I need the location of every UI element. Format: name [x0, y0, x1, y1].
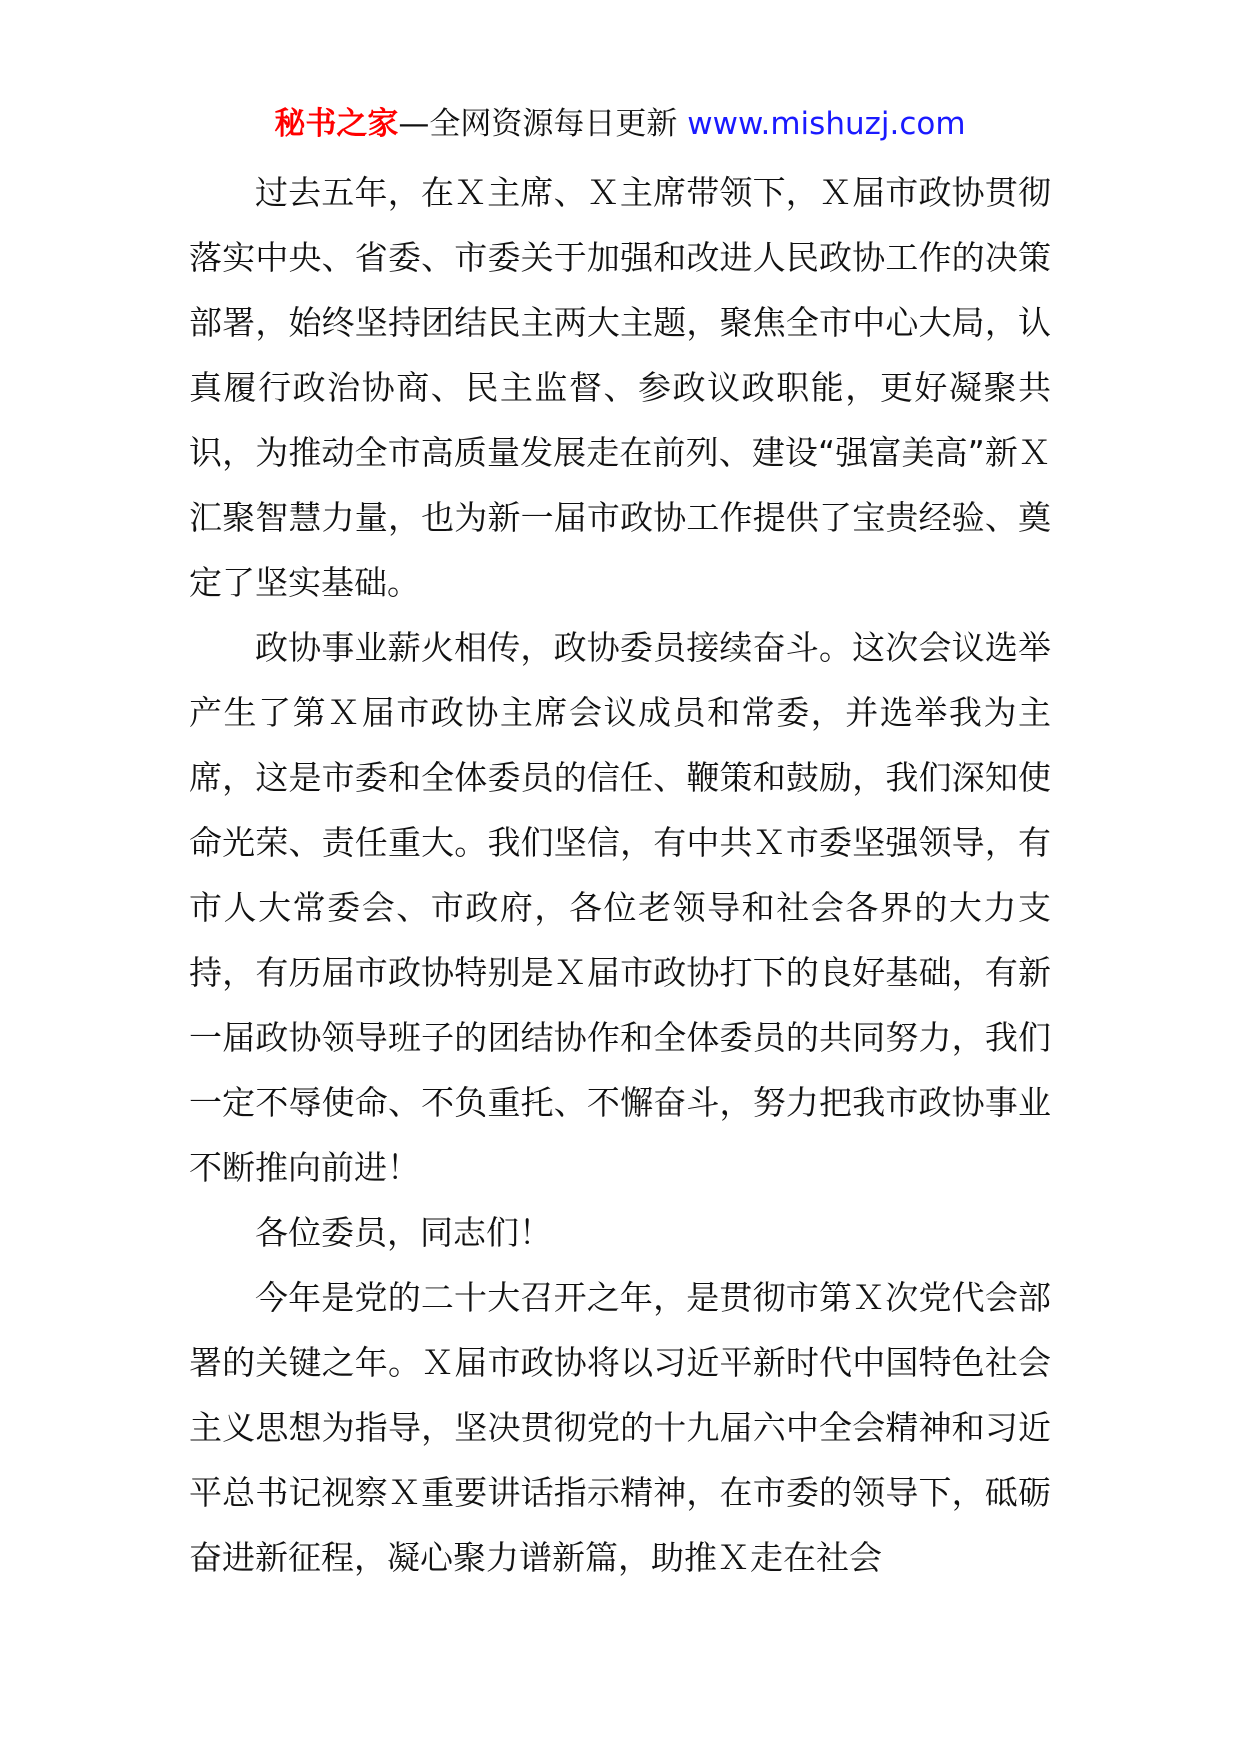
paragraph: 过去五年，在Ｘ主席、Ｘ主席带领下，Ｘ届市政协贯彻落实中央、省委、市委关于加强和改进人民政协工作的决策部署，始终坚持团结民主两大主题，聚焦全市中心大局，认真履行政治协商、民主监督、参政议政职能，更好凝聚共识，为推动全市高质量发展走在前列、建设“强富美高”新Ｘ汇聚智慧力量，也为新一届市政协工作提供了宝贵经验、奠定了坚实基础。 [189, 173, 1051, 602]
paragraph: 各位委员，同志们！ [255, 1213, 552, 1252]
document-body [189, 160, 1051, 1590]
site-url-link[interactable]: www.mishuzj.com [687, 106, 966, 142]
page-header [0, 100, 1240, 148]
paragraph: 今年是党的二十大召开之年，是贯彻市第Ｘ次党代会部署的关键之年。Ｘ届市政协将以习近平新时代中国特色社会主义思想为指导，坚决贯彻党的十九届六中全会精神和习近平总书记视察Ｘ重要讲话指示精神，在市委的领导下，砥砺奋进新征程，凝心聚力谱新篇，助推Ｘ走在社会 [189, 1278, 1051, 1577]
brand-name: 秘书之家 [274, 106, 399, 142]
header-tagline: —全网资源每日更新 [398, 106, 688, 142]
paragraph: 政协事业薪火相传，政协委员接续奋斗。这次会议选举产生了第Ｘ届市政协主席会议成员和常委，并选举我为主席，这是市委和全体委员的信任、鞭策和鼓励，我们深知使命光荣、责任重大。我们坚信，有中共Ｘ市委坚强领导，有市人大常委会、市政府，各位老领导和社会各界的大力支持，有历届市政协特别是Ｘ届市政协打下的良好基础，有新一届政协领导班子的团结协作和全体委员的共同努力，我们一定不辱使命、不负重托、不懈奋斗，努力把我市政协事业不断推向前进！ [189, 628, 1051, 1187]
